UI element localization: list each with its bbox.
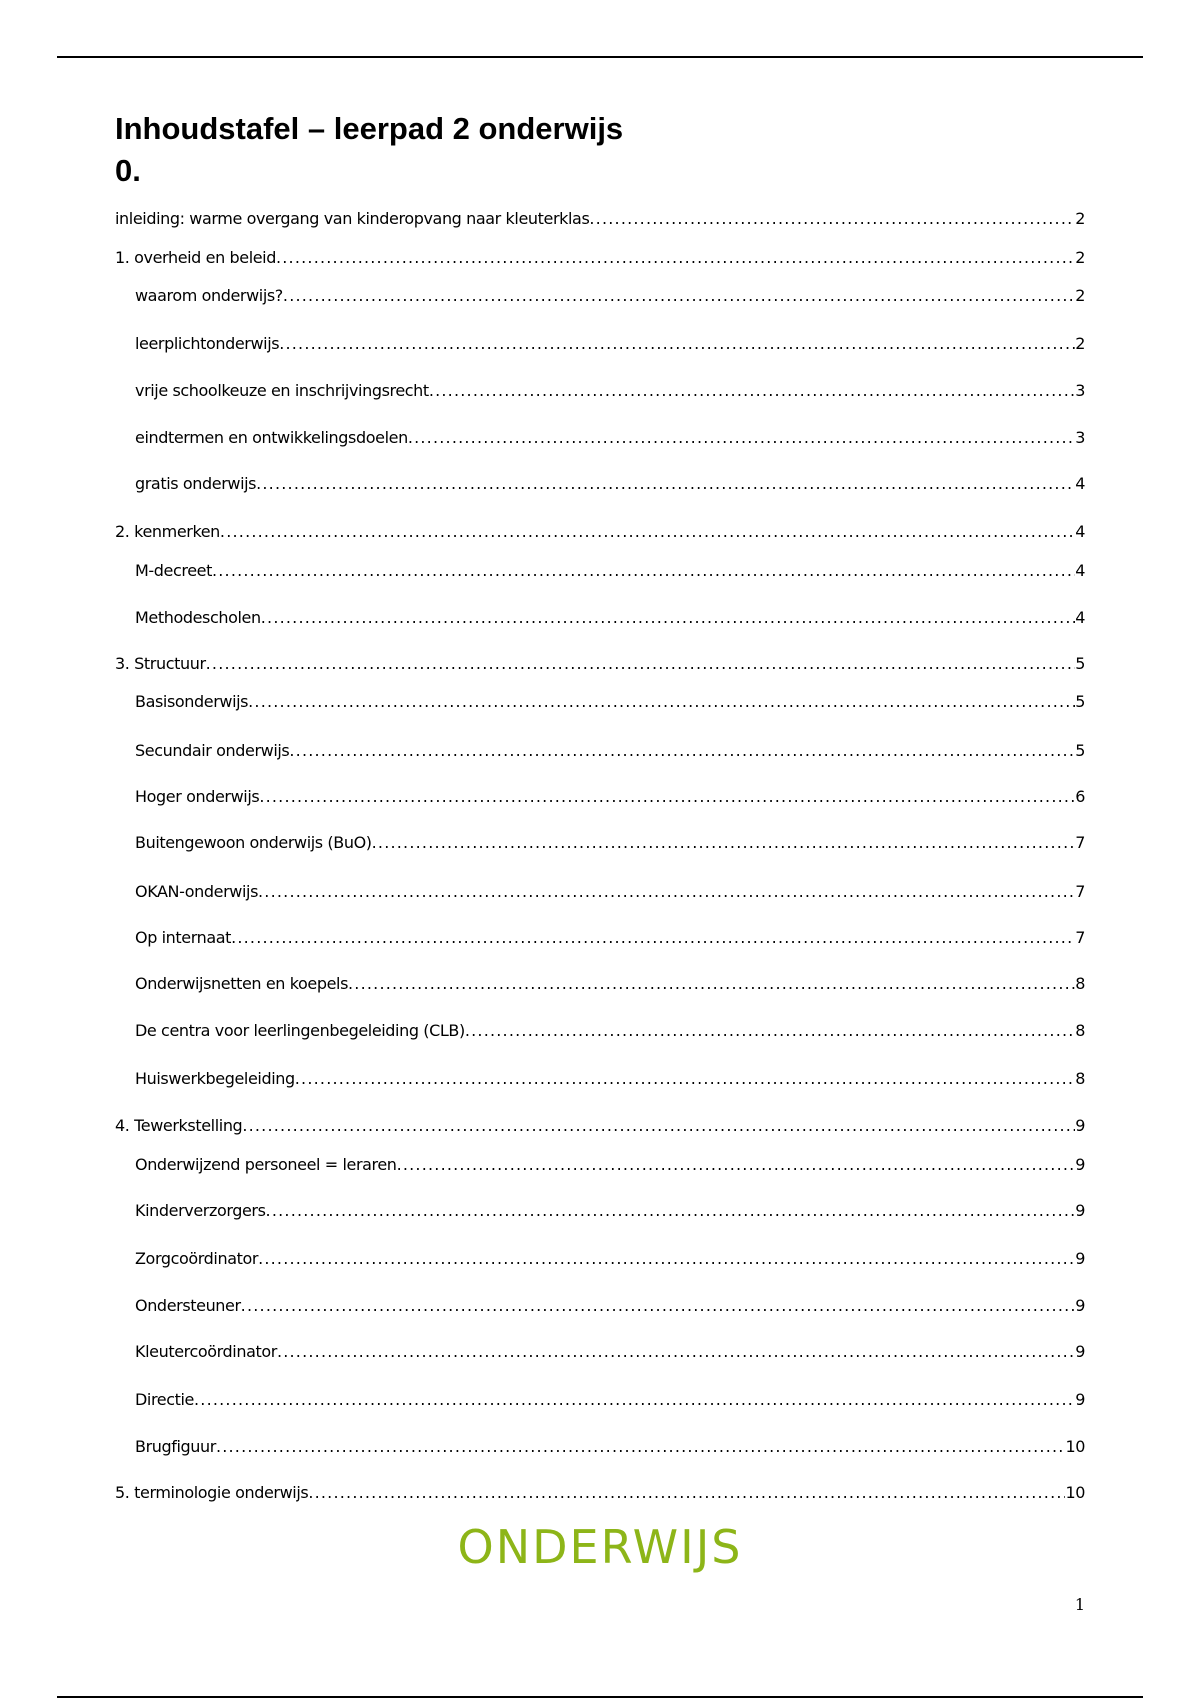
toc-entry-label: 5. terminologie onderwijs — [115, 1483, 309, 1502]
toc-entry-page: 4 — [1075, 608, 1085, 627]
toc-entry[interactable] — [135, 740, 1085, 762]
toc-entry-label: Directie — [135, 1390, 194, 1409]
toc-entry-page: 6 — [1075, 787, 1085, 806]
toc-entry-page: 5 — [1075, 741, 1085, 760]
toc-entry-label: Brugfiguur — [135, 1437, 216, 1456]
toc-leader-dots — [206, 653, 1076, 675]
toc-leader-dots — [277, 1341, 1075, 1363]
toc-leader-dots — [216, 1436, 1065, 1458]
toc-entry-page: 7 — [1075, 928, 1085, 947]
toc-entry-label: waarom onderwijs? — [135, 286, 283, 305]
toc-entry[interactable] — [135, 607, 1085, 629]
toc-leader-dots — [289, 740, 1075, 762]
toc-entry[interactable] — [115, 1482, 1085, 1504]
toc-entry-label: 3. Structuur — [115, 654, 206, 673]
toc-entry[interactable] — [135, 380, 1085, 402]
toc-entry-page: 3 — [1075, 381, 1085, 400]
toc-entry-page: 2 — [1075, 209, 1085, 228]
toc-entry-label: Onderwijzend personeel = leraren — [135, 1155, 397, 1174]
toc-entry[interactable] — [135, 333, 1085, 355]
toc-leader-dots — [408, 427, 1075, 449]
toc-entry-label: Huiswerkbegeleiding — [135, 1069, 295, 1088]
toc-entry-page: 9 — [1075, 1390, 1085, 1409]
toc-leader-dots — [241, 1295, 1076, 1317]
toc-entry[interactable] — [135, 832, 1085, 854]
toc-entry-label: leerplichtonderwijs — [135, 334, 280, 353]
toc-entry-page: 3 — [1075, 428, 1085, 447]
toc-leader-dots — [589, 208, 1075, 230]
toc-entry-label: OKAN-onderwijs — [135, 882, 259, 901]
toc-leader-dots — [242, 1115, 1075, 1137]
toc-entry[interactable] — [135, 973, 1085, 995]
toc-entry-page: 4 — [1075, 522, 1085, 541]
toc-entry-page: 9 — [1075, 1249, 1085, 1268]
toc-leader-dots — [258, 1248, 1075, 1270]
toc-entry-label: 2. kenmerken — [115, 522, 220, 541]
toc-entry-page: 4 — [1075, 474, 1085, 493]
toc-entry-page: 10 — [1065, 1483, 1085, 1502]
toc-entry[interactable] — [135, 1436, 1085, 1458]
toc-entry-label: Op internaat — [135, 928, 232, 947]
toc-entry-page: 9 — [1075, 1296, 1085, 1315]
toc-entry[interactable] — [135, 1154, 1085, 1176]
toc-entry-label: 4. Tewerkstelling — [115, 1116, 243, 1135]
toc-entry-page: 2 — [1075, 334, 1085, 353]
toc-leader-dots — [348, 973, 1075, 995]
toc-entry-page: 9 — [1075, 1201, 1085, 1220]
toc-leader-dots — [308, 1482, 1065, 1504]
onderwijs-logo: ONDERWIJS — [457, 1520, 743, 1574]
toc-entry[interactable] — [135, 1200, 1085, 1222]
toc-leader-dots — [397, 1154, 1076, 1176]
toc-leader-dots — [212, 560, 1075, 582]
toc-entry-label: Hoger onderwijs — [135, 787, 260, 806]
toc-entry-page: 9 — [1075, 1116, 1085, 1135]
toc-entry-page: 7 — [1075, 882, 1085, 901]
toc-leader-dots — [266, 1200, 1076, 1222]
toc-entry-label: 1. overheid en beleid — [115, 248, 276, 267]
page-title-line1: Inhoudstafel – leerpad 2 onderwijs — [115, 111, 624, 146]
toc-entry-label: Buitengewoon onderwijs (BuO) — [135, 833, 372, 852]
toc-entry[interactable] — [135, 691, 1085, 713]
toc-leader-dots — [295, 1068, 1075, 1090]
toc-entry-page: 9 — [1075, 1342, 1085, 1361]
toc-entry-label: M-decreet — [135, 561, 212, 580]
toc-entry-page: 5 — [1075, 654, 1085, 673]
toc-leader-dots — [256, 473, 1075, 495]
toc-leader-dots — [372, 832, 1076, 854]
toc-entry[interactable] — [135, 927, 1085, 949]
toc-entry[interactable] — [135, 1295, 1085, 1317]
toc-entry[interactable] — [115, 208, 1085, 230]
toc-entry-page: 5 — [1075, 692, 1085, 711]
toc-leader-dots — [283, 285, 1075, 307]
toc-leader-dots — [258, 881, 1075, 903]
toc-entry-page: 2 — [1075, 286, 1085, 305]
toc-entry[interactable] — [135, 786, 1085, 808]
table-of-contents — [115, 0, 1085, 1700]
toc-entry-page: 8 — [1075, 1069, 1085, 1088]
toc-entry-page: 8 — [1075, 1021, 1085, 1040]
toc-leader-dots — [231, 927, 1075, 949]
toc-entry-label: gratis onderwijs — [135, 474, 257, 493]
toc-entry[interactable] — [115, 653, 1085, 675]
toc-leader-dots — [276, 247, 1075, 269]
toc-entry-label: Kleutercoördinator — [135, 1342, 277, 1361]
toc-entry[interactable] — [135, 1389, 1085, 1411]
toc-entry-label: vrije schoolkeuze en inschrijvingsrecht — [135, 381, 429, 400]
toc-entry-label: inleiding: warme overgang van kinderopvang naar kleuterklas — [115, 209, 590, 228]
toc-entry-page: 4 — [1075, 561, 1085, 580]
toc-entry[interactable] — [135, 473, 1085, 495]
toc-entry[interactable] — [135, 1248, 1085, 1270]
toc-entry-label: Zorgcoördinator — [135, 1249, 259, 1268]
page-title-line2: 0. — [115, 153, 141, 188]
toc-leader-dots — [220, 521, 1075, 543]
toc-entry[interactable] — [115, 521, 1085, 543]
toc-entry-page: 9 — [1075, 1155, 1085, 1174]
toc-leader-dots — [259, 786, 1075, 808]
toc-entry[interactable] — [135, 427, 1085, 449]
toc-entry-label: eindtermen en ontwikkelingsdoelen — [135, 428, 408, 447]
toc-leader-dots — [261, 607, 1075, 629]
toc-entry[interactable] — [135, 560, 1085, 582]
toc-entry-label: Ondersteuner — [135, 1296, 241, 1315]
toc-entry-label: Secundair onderwijs — [135, 741, 290, 760]
toc-leader-dots — [279, 333, 1075, 355]
toc-entry[interactable] — [135, 285, 1085, 307]
toc-leader-dots — [429, 380, 1075, 402]
toc-entry-page: 7 — [1075, 833, 1085, 852]
toc-entry-label: Basisonderwijs — [135, 692, 249, 711]
toc-entry-page: 10 — [1065, 1437, 1085, 1456]
toc-entry[interactable] — [115, 247, 1085, 269]
toc-entry-page: 8 — [1075, 974, 1085, 993]
toc-entry[interactable] — [135, 1020, 1085, 1042]
toc-entry-label: Methodescholen — [135, 608, 261, 627]
toc-entry[interactable] — [135, 1068, 1085, 1090]
toc-leader-dots — [194, 1389, 1075, 1411]
toc-entry-page: 2 — [1075, 248, 1085, 267]
toc-entry[interactable] — [135, 1341, 1085, 1363]
toc-entry[interactable] — [115, 1115, 1085, 1137]
footer-rule — [57, 1696, 1143, 1698]
toc-entry-label: Onderwijsnetten en koepels — [135, 974, 349, 993]
toc-leader-dots — [465, 1020, 1075, 1042]
toc-entry-label: Kinderverzorgers — [135, 1201, 266, 1220]
page-number: 1 — [1074, 1595, 1085, 1614]
toc-entry-label: De centra voor leerlingenbegeleiding (CLB) — [135, 1021, 465, 1040]
toc-entry[interactable] — [135, 881, 1085, 903]
toc-leader-dots — [248, 691, 1075, 713]
